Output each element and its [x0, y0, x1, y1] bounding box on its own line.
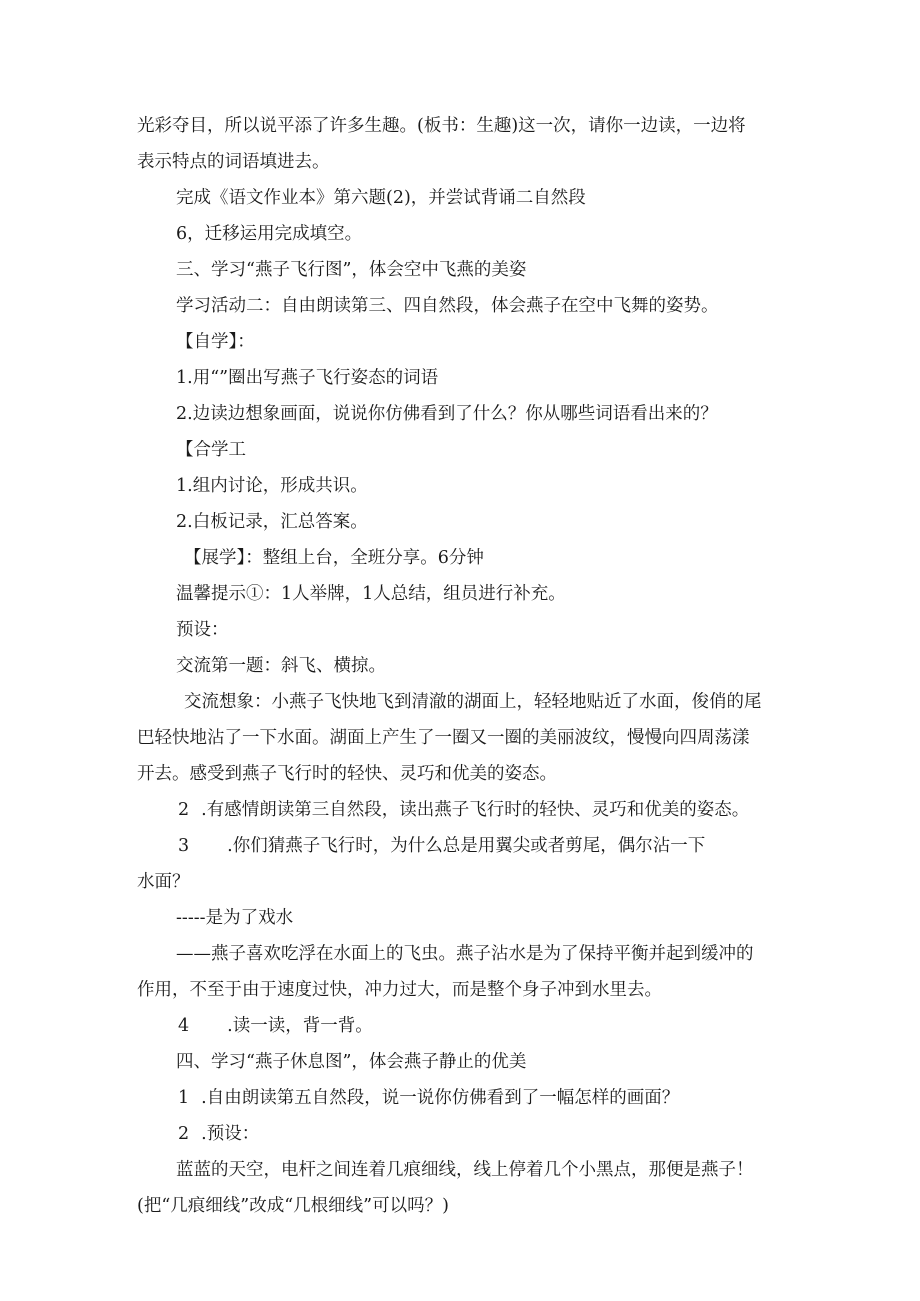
section-heading: 三、学习“燕子飞行图”，体会空中飞燕的美姿 — [176, 260, 527, 280]
numbered-item — [178, 832, 705, 860]
text-line: 开去。感受到燕子飞行时的轻快、灵巧和优美的姿态。 — [137, 764, 557, 784]
text-line: 温馨提示①：1人举牌，1人总结，组员进行补充。 — [176, 584, 566, 604]
text-line: 蓝蓝的天空，电杆之间连着几痕细线，线上停着几个小黑点，那便是燕子！ — [176, 1160, 754, 1180]
text-line: 1.组内讨论，形成共识。 — [176, 476, 368, 496]
text-line: 交流第一题：斜飞、横掠。 — [176, 656, 386, 676]
text-line: 2.白板记录，汇总答案。 — [176, 512, 368, 532]
text-line: 1.用“”圈出写燕子飞行姿态的词语 — [176, 368, 439, 388]
text-line: (把“几痕细线”改成“几根细线”可以吗？) — [137, 1196, 449, 1216]
item-text: .自由朗读第五自然段，说一说你仿佛看到了一幅怎样的画面？ — [201, 1088, 680, 1108]
text-line: 交流想象：小燕子飞快地飞到清澈的湖面上，轻轻地贴近了水面，俊俏的尾 — [184, 692, 762, 712]
numbered-item — [178, 796, 749, 824]
text-line: 6，迁移运用完成填空。 — [176, 224, 363, 244]
item-number: 2 — [178, 800, 190, 820]
item-number: 4 — [178, 1016, 190, 1036]
text-line: -----是为了戏水 — [176, 908, 294, 928]
text-line: 学习活动二：自由朗读第三、四自然段，体会燕子在空中飞舞的姿势。 — [176, 296, 719, 316]
item-number: 3 — [178, 836, 190, 856]
text-line: 作用，不至于由于速度过快，冲力过大，而是整个身子冲到水里去。 — [137, 980, 662, 1000]
text-line: 光彩夺目，所以说平添了许多生趣。(板书：生趣)这一次，请你一边读，一边将 — [137, 116, 746, 136]
item-text: .你们猜燕子飞行时，为什么总是用翼尖或者剪尾，偶尔沾一下 — [227, 836, 706, 856]
text-line: 2.边读边想象画面，说说你仿佛看到了什么？你从哪些词语看出来的？ — [176, 404, 718, 424]
numbered-item — [178, 1012, 373, 1040]
text-line: 表示特点的词语填进去。 — [137, 152, 330, 172]
section-heading: 四、学习“燕子休息图”，体会燕子静止的优美 — [176, 1052, 527, 1072]
item-text: .预设： — [201, 1124, 260, 1144]
item-number: 2 — [178, 1124, 190, 1144]
text-line: 【自学】： — [176, 332, 255, 352]
text-line: 巴轻快地沾了一下水面。湖面上产生了一圈又一圈的美丽波纹，慢慢向四周荡漾 — [137, 728, 750, 748]
item-text: .读一读，背一背。 — [227, 1016, 373, 1036]
numbered-item — [178, 1120, 259, 1148]
text-line: 【合学工 — [176, 440, 246, 460]
numbered-item — [178, 1084, 679, 1112]
item-text: .有感情朗读第三自然段，读出燕子飞行时的轻快、灵巧和优美的姿态。 — [201, 800, 750, 820]
text-line: 【展学】：整组上台，全班分享。6分钟 — [184, 548, 484, 568]
text-line: 预设： — [176, 620, 229, 640]
item-number: 1 — [178, 1088, 190, 1108]
text-line: 完成《语文作业本》第六题(2)，并尝试背诵二自然段 — [176, 188, 586, 208]
text-line: 水面？ — [137, 872, 190, 892]
text-line: ——燕子喜欢吃浮在水面上的飞虫。燕子沾水是为了保持平衡并起到缓冲的 — [176, 944, 754, 964]
